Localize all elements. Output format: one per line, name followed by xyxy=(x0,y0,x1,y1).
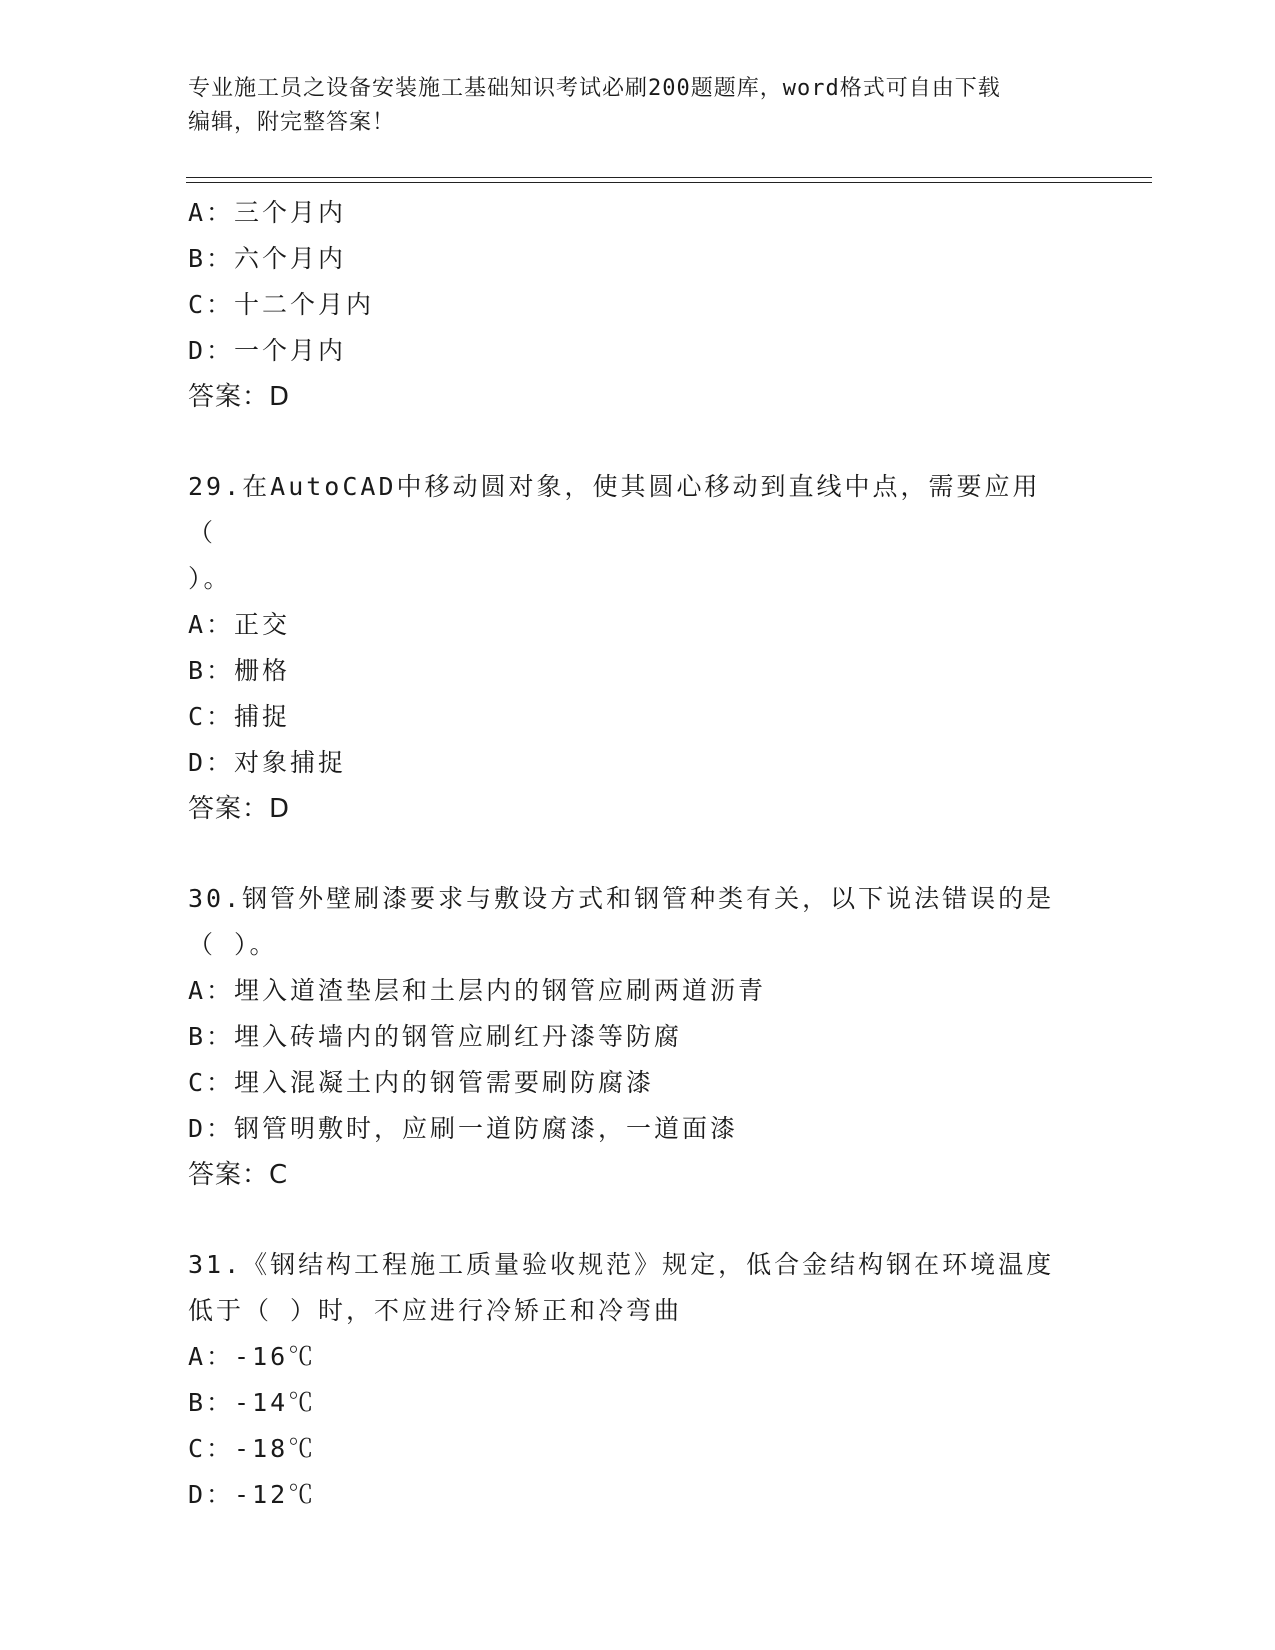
question-31 xyxy=(188,1242,1088,1518)
option-d: D：-12℃ xyxy=(188,1480,317,1509)
option-d: D：对象捕捉 xyxy=(188,748,347,777)
header-divider-bottom xyxy=(186,182,1152,183)
option-d: D：一个月内 xyxy=(188,336,347,365)
option-b: B：埋入砖墙内的钢管应刷红丹漆等防腐 xyxy=(188,1022,683,1051)
option-c: C：埋入混凝土内的钢管需要刷防腐漆 xyxy=(188,1068,655,1097)
answer: 答案：D xyxy=(188,382,291,412)
option-c: C：捕捉 xyxy=(188,702,291,731)
option-d: D：钢管明敷时，应刷一道防腐漆，一道面漆 xyxy=(188,1114,739,1143)
question-28 xyxy=(188,190,1088,420)
answer: 答案：D xyxy=(188,794,291,824)
option-a: A：-16℃ xyxy=(188,1342,317,1371)
question-content xyxy=(188,190,1088,1518)
question-30 xyxy=(188,876,1088,1198)
option-a: A：三个月内 xyxy=(188,198,347,227)
option-b: B：栅格 xyxy=(188,656,291,685)
option-c: C：十二个月内 xyxy=(188,290,375,319)
question-stem-line-1: 29.在AutoCAD中移动圆对象，使其圆心移动到直线中点，需要应用（ xyxy=(188,472,1041,547)
question-29 xyxy=(188,464,1088,832)
header-line-1: 专业施工员之设备安装施工基础知识考试必刷200题题库，word格式可自由下载 xyxy=(188,76,1001,101)
question-stem-line-2: （ ）。 xyxy=(188,930,278,959)
answer: 答案：C xyxy=(188,1160,289,1190)
header-line-2: 编辑，附完整答案！ xyxy=(188,110,396,135)
document-header xyxy=(188,72,1088,140)
header-divider-top xyxy=(186,177,1152,178)
option-b: B：六个月内 xyxy=(188,244,347,273)
option-a: A：埋入道渣垫层和土层内的钢管应刷两道沥青 xyxy=(188,976,767,1005)
question-stem-line-2: ）。 xyxy=(188,564,232,593)
option-a: A：正交 xyxy=(188,610,291,639)
option-c: C：-18℃ xyxy=(188,1434,317,1463)
question-stem-line-1: 31.《钢结构工程施工质量验收规范》规定，低合金结构钢在环境温度 xyxy=(188,1250,1055,1279)
question-stem-line-1: 30.钢管外壁刷漆要求与敷设方式和钢管种类有关，以下说法错误的是 xyxy=(188,884,1055,913)
option-b: B：-14℃ xyxy=(188,1388,317,1417)
question-stem-line-2: 低于（ ）时，不应进行冷矫正和冷弯曲 xyxy=(188,1296,683,1325)
